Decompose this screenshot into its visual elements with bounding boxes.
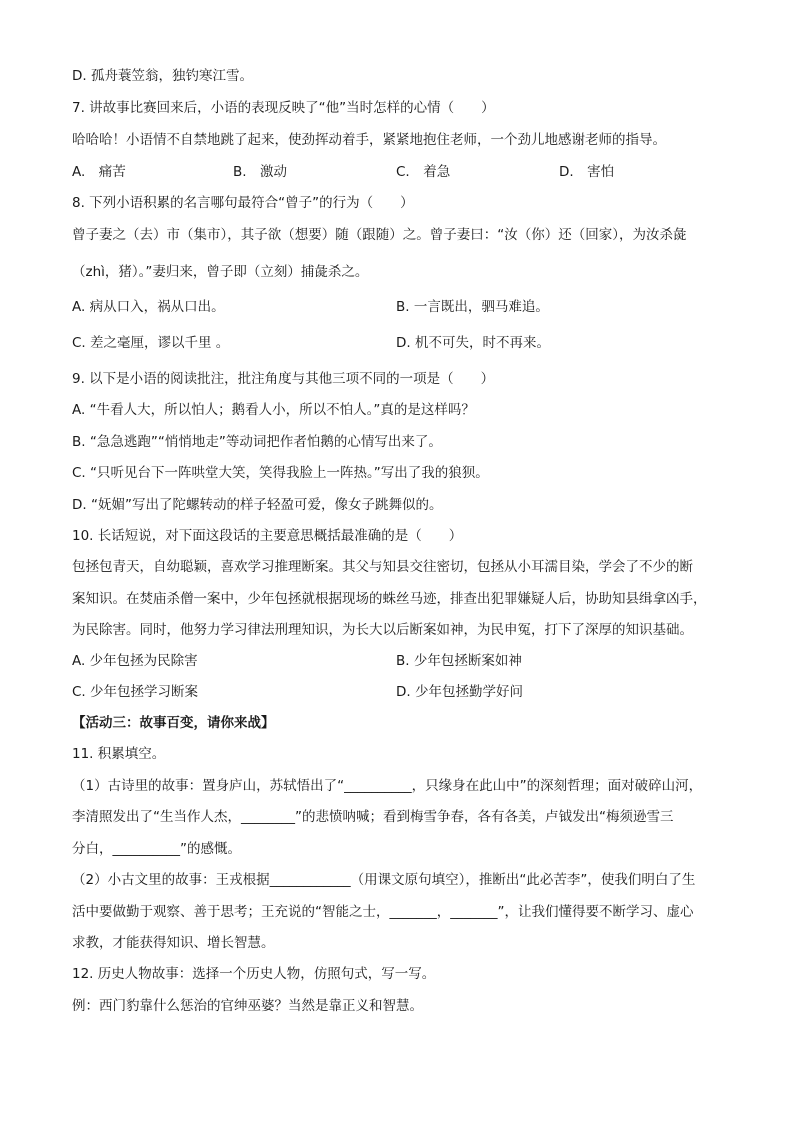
question-11-part-1-line-1: （1）古诗里的故事：置身庐山，苏轼悟出了“__________，只缘身在此山中”的深刻哲理；面对破碎山河， (72, 778, 703, 794)
q10-option-d: D. 少年包拯勤学好问 (396, 684, 523, 700)
question-10-passage-line-1: 包拯包青天，自幼聪颖，喜欢学习推理断案。其父与知县交往密切，包拯从小耳濡目染，学会了不少的断 (72, 559, 693, 575)
question-10-passage-line-3: 为民除害。同时，他努力学习律法刑理知识，为长大以后断案如神，为民申冤，打下了深厚的知识基础。 (72, 622, 693, 638)
question-11-part-1-line-3: 分白，__________”的感慨。 (72, 841, 241, 857)
q7-option-b: B. 激动 (233, 164, 288, 180)
question-8-passage-line-2: （zhì，猪）。”妻归来，曾子即（立刻）捕彘杀之。 (72, 264, 369, 280)
question-10-passage-line-2: 案知识。在焚庙杀僧一案中，少年包拯就根据现场的蛛丝马迹，排查出犯罪嫌疑人后，协助知县缉拿凶手， (72, 591, 707, 607)
question-8-passage-line-1: 曾子妻之（去）市（集市），其子欲（想要）随（跟随）之。曾子妻曰：“汝（你）还（回家），为汝杀彘 (72, 227, 687, 243)
question-7-passage: 哈哈哈！小语情不自禁地跳了起来，使劲挥动着手，紧紧地抱住老师，一个劲儿地感谢老师的指导。 (72, 132, 666, 148)
q7-option-d: D. 害怕 (559, 164, 615, 180)
question-12-example: 例：西门豹靠什么惩治的官绅巫婆？当然是靠正义和智慧。 (72, 998, 423, 1014)
q6-option-d: D. 孤舟蓑笠翁，独钓寒江雪。 (72, 68, 253, 84)
question-8: 8. 下列小语积累的名言哪句最符合“曾子”的行为（ ） (72, 195, 414, 211)
q8-option-d: D. 机不可失，时不再来。 (396, 335, 550, 351)
question-11-part-1-line-2: 李清照发出了“生当作人杰，________”的悲愤呐喊；看到梅雪争春，各有各美，卢钺发出“梅须逊雪三 (72, 809, 674, 825)
q9-option-a: A. “牛看人大，所以怕人；鹅看人小，所以不怕人。”真的是这样吗？ (72, 402, 475, 418)
question-10: 10. 长话短说，对下面这段话的主要意思概括最准确的是（ ） (72, 528, 463, 544)
question-11-part-2-line-2: 活中要做勤于观察、善于思考；王充说的“智能之士，_______，_______”，让我们懂得要不断学习、虚心 (72, 904, 694, 920)
q8-option-b: B. 一言既出，驷马难追。 (396, 299, 549, 315)
q7-option-c: C. 着急 (396, 164, 451, 180)
activity-3-heading: 【活动三：故事百变，请你来战】 (72, 715, 275, 731)
question-11-part-2-line-3: 求教，才能获得知识、增长智慧。 (72, 935, 275, 951)
question-7: 7. 讲故事比赛回来后，小语的表现反映了“他”当时怎样的心情（ ） (72, 100, 495, 116)
q10-option-a: A. 少年包拯为民除害 (72, 653, 198, 669)
question-11: 11. 积累填空。 (72, 746, 166, 762)
q7-option-a: A. 痛苦 (72, 164, 126, 180)
question-9: 9. 以下是小语的阅读批注，批注角度与其他三项不同的一项是（ ） (72, 371, 495, 387)
question-12: 12. 历史人物故事：选择一个历史人物，仿照句式，写一写。 (72, 966, 436, 982)
q10-option-c: C. 少年包拯学习断案 (72, 684, 199, 700)
q10-option-b: B. 少年包拯断案如神 (396, 653, 522, 669)
question-11-part-2-line-1: （2）小古文里的故事：王戎根据____________（用课文原句填空），推断出“此必苦李”，使我们明白了生 (72, 872, 696, 888)
q9-option-d: D. “妩媚”写出了陀螺转动的样子轻盈可爱，像女子跳舞似的。 (72, 497, 443, 513)
q9-option-b: B. “急急逃跑”“悄悄地走”等动词把作者怕鹅的心情写出来了。 (72, 434, 442, 450)
q8-option-a: A. 病从口入，祸从口出。 (72, 299, 225, 315)
q9-option-c: C. “只听见台下一阵哄堂大笑，笑得我脸上一阵热。”写出了我的狼狈。 (72, 465, 489, 481)
q8-option-c: C. 差之毫厘，谬以千里 。 (72, 335, 230, 351)
